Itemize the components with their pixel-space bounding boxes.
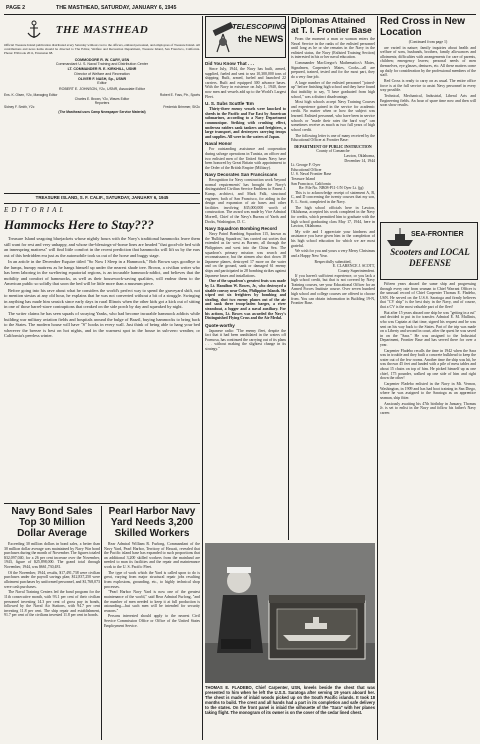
navy-bond-headline: Navy Bond Sales Top 30 Million Dollar Average [11,506,93,539]
letter-re: Re: File No. NB08-P11-1/N Oyer Lt. (jg) [299,186,364,191]
anchor-icon [26,20,42,40]
diplomas-paragraph: Commander MacGregor's Mathematics's Mates, Signalmen, Carpenter's Mates, Cooks—all are prepared, trained, tested and for the most part, they do a very fine job. [291,61,375,79]
navy-bond-paragraph: Exceeding 30 million dollars in bond sales, a better than 30 million dollar average was maintained by Navy War bond purchases during the month of November. The figures totaled $32,097,040, for a 26 per cent increase over the November, 1943, figure of $25,898,000. The grand total through November, 1944, was $661,730,481. [4,542,100,569]
kneeling-sailor-with-chest-icon [205,543,375,683]
staff-2-name: OLIVER F. NASH, Sp., USNR [77,76,127,81]
editorial-paragraph: The writer claims he has seen squads of swaying Yanks, who had become incurable hammock addicts while building war military aviation fields and hospitals around the bulge of Brazil, buying hammocks to bring back to the States. The modern house will have "S" hooks in every wall. Just think of being able to hang your bed wherever the breeze is best on hot nights, and in the warmest spot in the house in sub-zero weather, or California's peerless winter. [4,311,200,339]
telescoping-section-body: Japanese radio: "The enemy fleet, despite the fact that it had been annihilated in the waters off Formosa, has continued the carrying out of its plans . . . without making the slightest change in its strategy." [205,328,286,352]
credit-left-1: Ens. K. Olsen, Y2c, Managing Editor [4,92,58,97]
diplomas-article [291,16,375,540]
letter-signature: E. CLARENCE J. SCOTT, [332,264,375,269]
telescoping-section-title: Did You Know That . . . [205,61,255,66]
masthead-box [4,16,200,221]
sea-frontier-logo-line-1: SEA-FRONTIER [411,231,464,238]
red-cross-continued: (Continued from page 1) [408,40,448,44]
telescoping-section-body: Recognition for Navy construction work 'beyond normal requirements' has brought the Navy's distinguished Civilian Service Emblem to Ernest J. Kump, architect, and Mark Falk, structural engineer, both of San Francisco, for aiding in the design and expansion of air bases and other facilities involving $35,000,000 worth of construction. The award was made by Vice Admiral Moreell, Chief of the Navy's Bureau of Yards and Docks, Washington, D. C. [205,178,286,224]
navy-bond-paragraph: The Naval Training Centers led the bond program for the 11th consecutive month, with 93.1 per cent of their civilian personnel investing 14.3 per cent of gross pay in bonds, followed by the Naval Air Stations, with 94.7 per cent investing 11.8 per cent. The ship repair and establishment, 91.7 per cent of the civilians invested 11.8 per cent in bonds. [4,590,100,618]
telescoping-logo-line-2: the NEWS [238,34,284,45]
telescoping-section-body: Navy Patrol Bombing Squadron 115, known as the 'Bulldog Squadron,' has carried out sorties that extended as far west as Borneo, all through the Philippines and west into the China Sea. The squadron's primary mission was search and reconnaissance, but the airmen also shot down 18 Japanese planes, destroyed 17 more on the water and on the ground, sank or damaged 61 enemy ships and participated in 28 bombing strikes against Japanese bases and installations. [205,232,286,278]
red-cross-paragraph: are varied in nature; family inquiries about health and welfare of sons, husbands, brothers, family allowances and allotments; difficulties with arrangements for care of parents, children; emergency leaves; personal needs of men themselves, eye glasses, dentures, etc. All these matters come up daily for consideration by the professional members of the staff. [380,45,476,78]
credit-right-2: Frederick Brimmer, SK2c [163,104,200,109]
page-dateline: THE MASTHEAD, SATURDAY, JANUARY 6, 1945 [56,5,177,11]
telescoping-logo [205,16,286,58]
telescoping-section-title: Naval Honor [205,141,233,147]
letter-to-line: Educational Officer [291,167,322,172]
navy-bond-article [4,506,100,740]
pearl-harbor-paragraph: "Pearl Harbor Navy Yard is now one of the greatest maintenance of the world," said Rear Admiral Furlong, "and the number of men needed to keep it at full production is astounding—but such men will be intended for security reasons." [104,590,200,613]
credit-left-2: Sidney F. Smith, Y2c [4,104,35,109]
commander-title: Commandant U. S. Naval Training and Distribution Center [55,62,149,67]
telescoping-section-title: Navy Squadron Bombing Record [205,226,277,232]
letter-postscript: If you haven't sufficient experience, or you lack a high school credit, but that is not covered by Navy Training courses, see your Educational Officer for an Armed Forces Institute course. Over seven hundred high school and college courses are offered to choose from. You can obtain information in Building 19-N, Frontier Base. [291,273,375,306]
editorial-paragraph: In an article in the December Esquire titled "So Now I Sleep in a Hammock," Bob Brown says goodbye to the lumps, bumpy mattress as he hangs himself up under the nearest shade tree. Brown, a civilian writer who has been laboring in the sweltering equatorial regions, is an incurable hammock-addict, and believes that the mobility and comfort of hammocks, as well as their housework-saving qualities, will endear them to the American public so solidly that soon the bed will be little more than a museum piece. [4,259,200,287]
telescoping-section-title: Quote-worthy [205,322,235,328]
letter-place: Lawton, Oklahoma, [343,154,375,158]
credit-note: (The Masthead uses Camp Newspaper Service Material) [58,109,146,114]
letter-to-line: U. S. Naval Frontier Base [291,172,332,177]
header-rule [4,14,476,15]
sea-frontier-paragraph: Anxiously awaiting his 47th birthday in January, Thomas Jr. is set to enlist in the Navy and follow his father's Navy career. [380,401,476,415]
telescoping-section-title: Navy Decorates San Franciscans [205,172,278,178]
sea-frontier-paragraph: Carpenter Fladebo recalls the time in 1942 when the Sara was in trouble and they built a concrete bulkhead to keep the water out of the few rooms. Another time the ship was hit, he was thrown 45 feet and landed with a pile of mess tables and about 15 chairs on top of him. He picked himself up as one chief, 175 pounder, walked up one side of him and right down the other! [380,348,476,381]
masthead-logo [4,18,200,42]
telescoping-logo-line-1: TELESCOPING [232,22,286,31]
pearl-harbor-paragraph: The type of work which the Yard is called upon to do is great, varying from major structural repair jobs resulting from explosions, grounding, etc., to highly technical shop processes. [104,570,200,589]
masthead-logo-text: THE MASTHEAD [55,24,149,36]
editorial-label: EDITORIAL [4,206,67,214]
red-cross-paragraph: Red Cross is ready to carry on as usual. The entire office force is at the full service to assist Navy personnel in every way possible. [380,78,476,93]
staff-2-title: Editor [97,81,107,86]
editorial-paragraph: Before going into his rave about what he considers the world's perfect way to spend the graveyard shift, not to mention siestas at any old hour, he explains that he was not converted without a bit of a struggle. Swinging in anything has made him seasick since early days in rural Illinois when the other kids got a kick out of sitting in one of those barrel-stave contraptions that creaked on the side porch by day and squeaked by night. [4,287,200,310]
red-cross-article [380,16,476,216]
sea-frontier-article [380,282,476,740]
sea-frontier-paragraph: Fifteen years aboard the same ship and progressing through every rate from seaman to Chief Warrant Officer is the unusual record of Chief Carpenter Thomas E. Fladebo, USN. He served on the U.S.S. Saratoga and firmly believes that "CV ship" is the best duty in the Navy, and of course, that a CV is the most valuable part of the fleet! [380,282,476,309]
letter-paragraph: My wife and I appreciate your kindness and assistance you have given him in the completion of his high school education for which we are most grateful. [291,229,375,248]
letter-heading-2: County of Comanche [316,149,350,154]
red-cross-headline: Red Cross in New Location [380,16,466,38]
telescoping-column [205,16,286,540]
pearl-harbor-article [104,506,200,740]
telescoping-section-body: One of the squadron's greatest feats was made by Lt. Hamilton W. Bowes, Jr., who destroyed a sizable convoy near Cebu, Philippine Islands. He wiped out six freighters by bombing and strafing, shot two enemy planes out of the air and sank three troop-laden barges, a river steamboat, a lugger and a naval auxiliary. For his actions, Lt. Bowes was awarded the Navy's Distinguished Flying Cross and the Air Medal. [205,279,286,321]
sea-frontier-logo-line-2: Scooters and LOCAL DEFENSE [390,247,470,268]
diplomas-paragraph: From the moment a man or woman enters the Naval Service in the ranks of the enlisted personnel until long as he or she remains in the Navy in the enlisted status, the Navy (Enlisted Training Section) is interested in his or her naval education. [291,37,375,60]
sea-frontier-paragraph: Carpenter Fladebo enlisted in the Navy in Mt. Vernon, Washington, in 1909 and has had boot training in San Diego, where he was assigned to the Saratoga as an apprentice seaman, ship fitter. [380,382,476,400]
letter-to-line: San Francisco, California [291,181,331,186]
page-header [6,4,474,13]
issue-line: TREASURE ISLAND, S. F. CALIF., SATURDAY, JANUARY 6, 1945 [35,195,169,200]
letter-closing: Respectfully submitted, [314,259,352,264]
navy-bond-paragraph: Of the November, 1944, results, $17,491,738 were civilian purchases under the payroll savings plan; $12,837,250 were allotment purchases by uniformed personnel, and $1,768,073 were cash purchases. [4,570,100,589]
letter-to-line: Lt. George F. Oyer [291,163,321,168]
pearl-harbor-paragraph: Persons interested should apply to the nearest Civil Service Commission Office or Office of the United States Employment Service. [104,614,200,628]
editorial-body [4,236,200,420]
diplomas-headline: Diplomas Attained at T. I. Frontier Base [291,16,372,35]
diplomas-paragraph: Most high schools accept Navy Training Courses and experience gained in the service for academic credit. No matter when or how the subject was learned. Enlisted personnel, who have been in service schools or "made their rates the hard way" can sometimes receive as much as two full years of high school credit. [291,100,375,132]
letter-to-line: Treasure Island [291,176,315,181]
telescoping-section-body: Since July, 1944, the Navy has built, armed, supplied, fueled and sent to sea 10,300,000 tons of shipping. Built, armed, fueled and launched 22 carriers. Built and equipped 300 advance bases. With the Navy in existence on July 1, 1940, there now men and vessels add up to the World's Largest Fleet. [205,67,286,99]
letter-paragraph: This is to acknowledge receipt of statement A, B, C, and D concerning the twenty courses that my son, E. L. Scott, completed in the Navy. [291,190,375,204]
chest-photo [205,543,375,683]
letter-paragraph: The high school officials here in Lawton, Oklahoma, accepted his work completed in the Navy for credits, which permitted him to graduate with the high school graduating class May 17, 1944, here in Lawton, Oklahoma. [291,205,375,229]
commander-name: COMMODORE R. W. CARY, USN [74,57,130,62]
pearl-harbor-paragraph: Rear Admiral William R. Furlong, Commandant of the Navy Yard, Pearl Harbor, Territory of Hawaii, revealed that the Pacific island base has expanded to such proportions that an additional 3,200 skilled workers from the mainland are needed to man its facilities and the repair and maintenance work to the U. S. Pacific Fleet. [104,542,200,569]
masthead-official-note: Official Treasure Island publication distributed every Saturday without cost to the officers, enlisted personnel, and employees of Treasure Island. All contributions and news items should be directed to The Editor, Welfare and Recreation Department, Treasure Island, San Francisco, California. Phone: EXbrook 2011, Extension 68. [4,43,200,55]
diplomas-paragraph: The following letter is one of many received by the Educational Officer at Frontier Base: [291,133,375,143]
diplomas-paragraph: A large number of the enlisted personnel "joined-up" before finishing high school and they have found that inability to say, "I have graduated from high school," was a distinct disadvantage. [291,80,375,99]
editorial-headline: Hammocks Here to Stay??? [4,217,154,232]
staff-1-title: Director of Welfare and Recreation [74,71,130,76]
credit-center-2: Reporters [94,100,110,105]
letter-paragraph: We wish for you and yours a very Merry Christmas and a Happy New Year. [291,249,375,259]
credit-center-1: Charles E. Brown, Y2c, Waves Editor [74,96,130,101]
letter-signature-title: County Superintendent. [338,269,375,273]
red-cross-paragraph: Technical, Mechanical, Industrial, Liberal Arts and Engineering fields. An hour of spare time now and then will soon show results. [380,93,476,108]
sea-frontier-logo [380,222,478,280]
sea-frontier-paragraph: But after 15 years aboard one ship he was "getting in a rut" and decided to put in for transfer. Admiral E. M. Mullinix, who was Captain at that time, signed his request and he was sent on his way back to the States. Part of the trip was made on a Liberty and second in court, after the quest he was saved in on the "Sara." He was assigned to the Industrial Department, Frontier Base and has served there for over a year. [380,310,476,347]
editorial-paragraph: Treasure Island seagoing bluejackets whose nightly hours with the Navy's traditional hammocks leave them still want for rest and very unhappy, and whose the-blessings-of-home lines are headed "that good-ole bed with an innerspring mattress" will find little comfort in the recent prediction that hammocks will lift us by the ears out of this bedridden era just as the automobile took us out of the horse and buggy stage. [4,236,200,258]
telescoping-section-body: For outstanding assistance and cooperation during salvage operations in Tunisia, an officer and two enlisted men of the United States Navy have been honored by Great Britain with appointment to the Order of the British Empire (Military). [205,147,286,170]
pearl-harbor-headline: Pearl Harbor Navy Yard Needs 3,200 Skilled Workers [108,506,196,539]
telescoping-section-body: Thirty-three enemy vessels were knocked to shreds in the Pacific and Far East by American submarines, according to a Navy Department communique. Striking with crushing effect, undersea raiders sank tankers and freighters, a large transport, and destroyers carrying troops and supplies. All were in the waters of Japan. [205,107,286,139]
staff-1-name: LT. COMMANDER R. E. KIRKHILL, USNR [67,67,137,72]
credit-right-1: Robert E. Foss, Ptr., Sports [159,92,200,97]
letter-heading-1: DEPARTMENT OF PUBLIC INSTRUCTION [294,144,372,149]
telescoping-section-title: U. S. Subs Scuttle 'Em [205,101,254,107]
letter-date: December 14, 1944 [344,158,375,163]
chest-photo-caption: THOMAS E. FLADEBO, Chief Carpenter, USN, kneels beside the chest that was presented to him when he left the U.S.S. Saratoga after serving 19 years aboard her. The chest is made of inlaid woods picked up on the South Pacific islands. It took 18 months to build. The crest and all hands had a part in its completion and safe delivery to the states. On the front panel is inlaid the silhouette of the "Sara" with her planes taking flight. The monogram of its owner is on the cover of the cedar lined chest. [205,685,375,715]
staff-3-name: ROBERT E. JOHNSON, Y2c, USNR, Associate Editor [59,86,145,91]
chest-photo-block [205,543,375,740]
page-number: PAGE 2 [6,5,26,11]
